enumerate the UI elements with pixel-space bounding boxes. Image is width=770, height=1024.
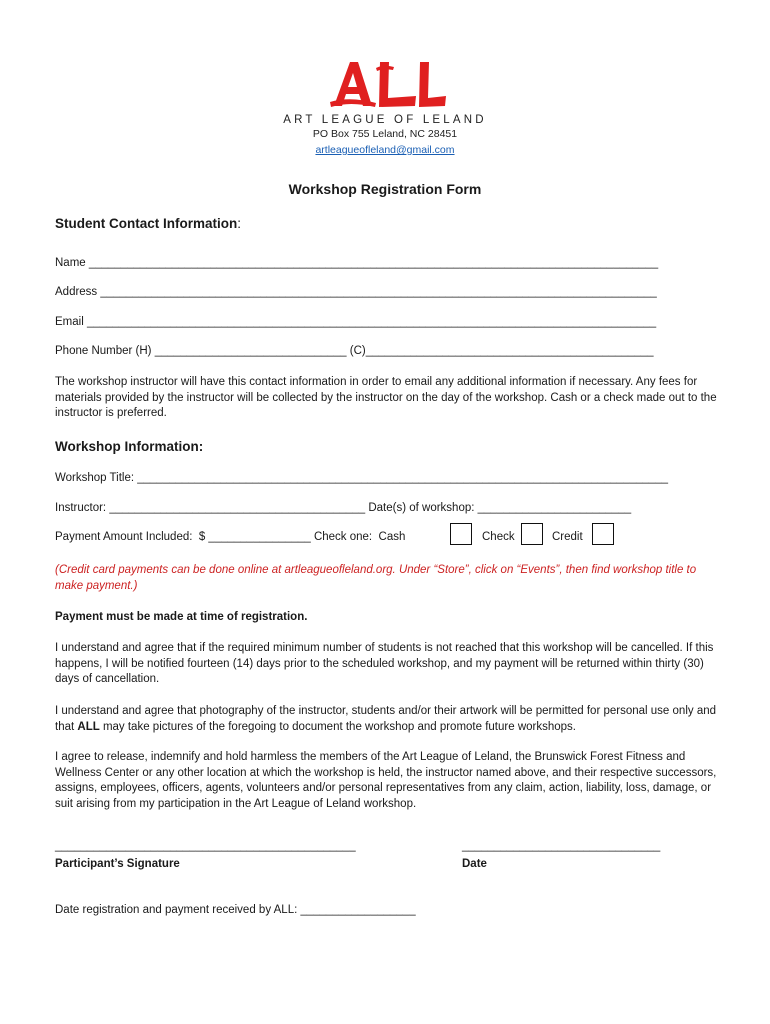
date-line[interactable]: _______________________________: [462, 840, 661, 852]
check-checkbox[interactable]: [521, 523, 543, 545]
photography-terms: I understand and agree that photography of the instructor, students and/or their artwork will be permitted for personal use only and that ALL may take pictures of the foregoing to document the workshop and promote future workshops.: [55, 705, 717, 733]
payment-amount-field[interactable]: Payment Amount Included: $ ________________ Check one: Cash: [55, 531, 406, 543]
org-email-link[interactable]: artleagueofleland@gmail.com: [315, 144, 455, 156]
workshop-title-field[interactable]: Workshop Title: ___________________________________________________________________________________: [55, 472, 669, 484]
form-title: Workshop Registration Form: [288, 181, 482, 197]
instructor-date-field[interactable]: Instructor: ________________________________________ Date(s) of workshop: ________________________: [55, 502, 632, 514]
credit-label: Credit: [552, 531, 583, 543]
student-contact-heading: Student Contact Information:: [55, 216, 242, 231]
name-field[interactable]: Name _________________________________________________________________________________________: [55, 257, 659, 269]
phone-field[interactable]: Phone Number (H) ______________________________ (C)_____________________________________________: [55, 345, 654, 357]
email-field[interactable]: Email _________________________________________________________________________________________: [55, 316, 657, 328]
cash-checkbox[interactable]: [450, 523, 472, 545]
signature-label: Participant’s Signature: [55, 858, 180, 870]
signature-line[interactable]: _______________________________________________: [55, 840, 356, 852]
address-field[interactable]: Address _______________________________________________________________________________________: [55, 286, 657, 298]
received-date-field[interactable]: Date registration and payment received by ALL: __________________: [55, 904, 416, 916]
org-logo: [0, 56, 770, 112]
cancellation-terms: I understand and agree that if the required minimum number of students is not reached that this workshop will be cancelled. If this happens, I will be notified fourteen (14) days prior to the scheduled workshop, and my payment will be returned within thirty (30) days of cancellation.: [55, 642, 714, 685]
date-label: Date: [462, 858, 487, 870]
contact-note: The workshop instructor will have this contact information in order to email any additional information if necessary. Any fees for materials provided by the instructor will be collected by the instructor on the day of the workshop. Cash or a check made out to the instructor is preferred.: [55, 376, 717, 419]
all-logo-icon: [320, 56, 450, 112]
org-address: PO Box 755 Leland, NC 28451: [312, 128, 458, 140]
payment-required-note: Payment must be made at time of registration.: [55, 611, 308, 623]
release-terms: I agree to release, indemnify and hold harmless the members of the Art League of Leland, the Brunswick Forest Fitness and Wellness Center or any other location at which the workshop is held, the instructor named above, and their respective successors, assigns, employees, officers, agents, volunteers and/or personal representatives from any claim, action, liability, loss, damage, or suit arising from my participation in the Art League of Leland workshop.: [55, 751, 717, 810]
workshop-info-heading: Workshop Information:: [55, 439, 204, 454]
check-label: Check: [482, 531, 515, 543]
org-name: ART LEAGUE OF LELAND: [283, 114, 487, 126]
credit-card-note: (Credit card payments can be done online at artleagueofleland.org. Under “Store”, click on “Events”, then find workshop title to make payment.): [55, 564, 697, 592]
credit-checkbox[interactable]: [592, 523, 614, 545]
